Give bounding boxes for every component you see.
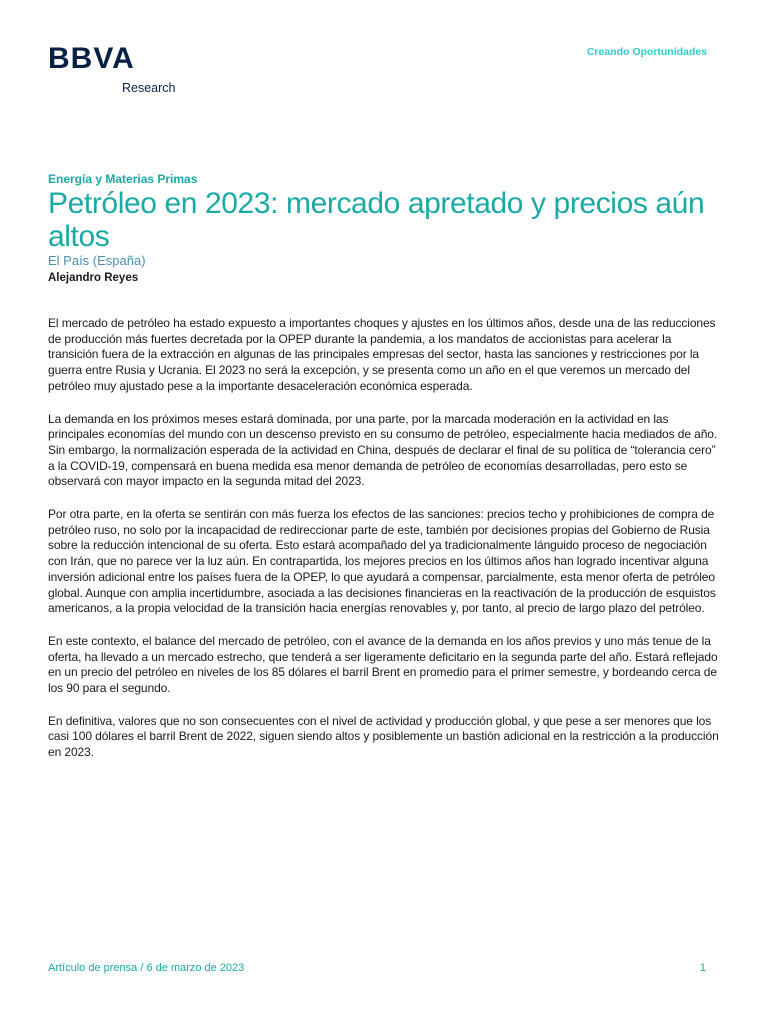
logo-subtext: Research bbox=[122, 81, 176, 95]
paragraph: Por otra parte, en la oferta se sentirán con más fuerza los efectos de las sanciones: precios techo y prohibiciones de compra de petróleo ruso, no solo por la incapacidad de redireccionar parte de este, también por decisiones propias del Gobierno de Rusia sobre la reducción intencional de su oferta. Esto estará acompañado del ya tradicionalmente lánguido proceso de negociación con Irán, que no parece ver la luz aún. En contrapartida, los mejores precios en los últimos años han logrado incentivar alguna inversión adicional entre los países fuera de la OPEP, lo que ayudará a compensar, parcialmente, esta menor oferta de petróleo global. Aunque con amplia incertidumbre, asociada a las decisiones financieras en la reactivación de la producción de esquistos americanos, a la propia velocidad de la transición hacia energías renovables y, por tanto, al precio de largo plazo del petróleo. bbox=[48, 507, 716, 616]
article-source: El País (España) bbox=[48, 253, 146, 268]
paragraph: En definitiva, valores que no son consecuentes con el nivel de actividad y producción global, y que pese a ser menores que los casi 100 dólares el barril Brent de 2022, siguen siendo altos y posiblemente un bastión adicional en la restricción a la producción en 2023. bbox=[48, 713, 719, 760]
footer-doc-info: Artículo de prensa / 6 de marzo de 2023 bbox=[48, 962, 245, 974]
bbva-research-logo bbox=[48, 42, 188, 95]
logo-wordmark: BBVA bbox=[48, 42, 135, 75]
paragraph: En este contexto, el balance del mercado de petróleo, con el avance de la demanda en los años previos y uno más tenue de la oferta, ha llevado a un mercado estrecho, que tenderá a ser ligeramente deficitario en la segunda parte del año. Estará reflejado en un precio del petróleo en niveles de los 85 dólares el barril Brent en promedio para el primer semestre, y bordeando cerca de los 90 para el segundo. bbox=[48, 633, 718, 696]
article-title: Petróleo en 2023: mercado apretado y precios aún altos bbox=[48, 187, 705, 253]
article-author: Alejandro Reyes bbox=[48, 272, 139, 284]
section-label: Energía y Materias Primas bbox=[48, 172, 198, 186]
paragraph: La demanda en los próximos meses estará dominada, por una parte, por la marcada moderación en la actividad en las principales economías del mundo con un descenso previsto en su consumo de petróleo, especialmente hacia mediados de año. Sin embargo, la normalización esperada de la actividad en China, después de declarar el final de su política de “tolerancia cero” a la COVID-19, compensará en buena medida esa menor demanda de petróleo de economías desarrolladas, pero esto se observará con mayor impacto en la segunda mitad del 2023. bbox=[48, 411, 718, 489]
article-body bbox=[48, 316, 720, 778]
paragraph: El mercado de petróleo ha estado expuesto a importantes choques y ajustes en los últimos años, desde una de las reducciones de producción más fuertes decretada por la OPEP durante la pandemia, a los mandatos de accionistas para acelerar la transición fuera de la extracción en algunas de las principales empresas del sector, hasta las sanciones y restricciones por la guerra entre Rusia y Ucrania. El 2023 no será la excepción, y se presenta como un año en el que veremos un mercado del petróleo muy ajustado pese a la importante desaceleración económica esperada. bbox=[48, 316, 716, 393]
page-number: 1 bbox=[699, 962, 706, 974]
tagline: Creando Oportunidades bbox=[586, 46, 707, 58]
